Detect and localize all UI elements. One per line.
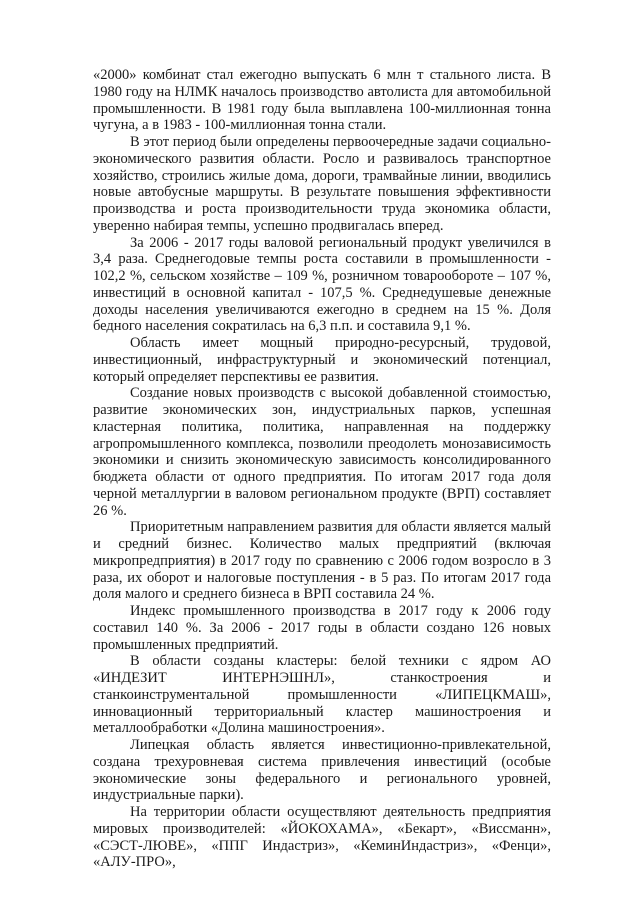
- paragraph-8: В области созданы кластеры: белой техники с ядром АО «ИНДЕЗИТ ИНТЕРНЭШНЛ», станкостроения и станкоинструментальной промышленности «ЛИПЕЦКМАШ», инновационный территориальный кластер машиностроения и металлообработки «Долина машиностроения».: [93, 653, 551, 737]
- paragraph-10: На территории области осуществляют деятельность предприятия мировых производителей: «ЙОКОХАМА», «Бекарт», «Виссманн», «СЭСТ-ЛЮВЕ», «ППГ Индастриз», «КеминИндастриз», «Фенци», «АЛУ-ПРО»,: [93, 804, 551, 871]
- paragraph-9: Липецкая область является инвестиционно-привлекательной, создана трехуровневая система привлечения инвестиций (особые экономические зоны федерального и регионального уровней, индустриальные парки).: [93, 737, 551, 804]
- paragraph-5: Создание новых производств с высокой добавленной стоимостью, развитие экономических зон, индустриальных парков, успешная кластерная политика, политика, направленная на поддержку агропромышленного комплекса, позволили преодолеть монозависимость экономики и снизить экономическую зависимость консолидированного бюджета области от одного предприятия. По итогам 2017 года доля черной металлургии в валовом региональном продукте (ВРП) составляет 26 %.: [93, 385, 551, 519]
- paragraph-2: В этот период были определены первоочередные задачи социально-экономического развития области. Росло и развивалось транспортное хозяйство, строились жилые дома, дороги, трамвайные линии, вводились новые автобусные маршруты. В результате повышения эффективности производства и роста производительности труда экономика области, уверенно набирая темпы, успешно продвигалась вперед.: [93, 134, 551, 234]
- document-body: [93, 67, 551, 871]
- paragraph-6: Приоритетным направлением развития для области является малый и средний бизнес. Количество малых предприятий (включая микропредприятия) в 2017 году по сравнению с 2006 годом возросло в 3 раза, их оборот и налоговые поступления - в 5 раз. По итогам 2017 года доля малого и среднего бизнеса в ВРП составила 24 %.: [93, 519, 551, 603]
- paragraph-3: За 2006 - 2017 годы валовой региональный продукт увеличился в 3,4 раза. Среднегодовые темпы роста составили в промышленности - 102,2 %, сельском хозяйстве – 109 %, розничном товарообороте – 107 %, инвестиций в основной капитал - 107,5 %. Среднедушевые денежные доходы населения увеличиваются ежегодно в среднем на 15 %. Доля бедного населения сократилась на 6,3 п.п. и составила 9,1 %.: [93, 234, 551, 335]
- paragraph-4: Область имеет мощный природно-ресурсный, трудовой, инвестиционный, инфраструктурный и экономический потенциал, который определяет перспективы ее развития.: [93, 335, 551, 385]
- paragraph-7: Индекс промышленного производства в 2017 году к 2006 году составил 140 %. За 2006 - 2017 годы в области создано 126 новых промышленных предприятий.: [93, 603, 551, 653]
- paragraph-1: «2000» комбинат стал ежегодно выпускать 6 млн т стального листа. В 1980 году на НЛМК началось производство автолиста для автомобильной промышленности. В 1981 году была выплавлена 100-миллионная тонна чугуна, а в 1983 - 100-миллионная тонна стали.: [93, 67, 551, 134]
